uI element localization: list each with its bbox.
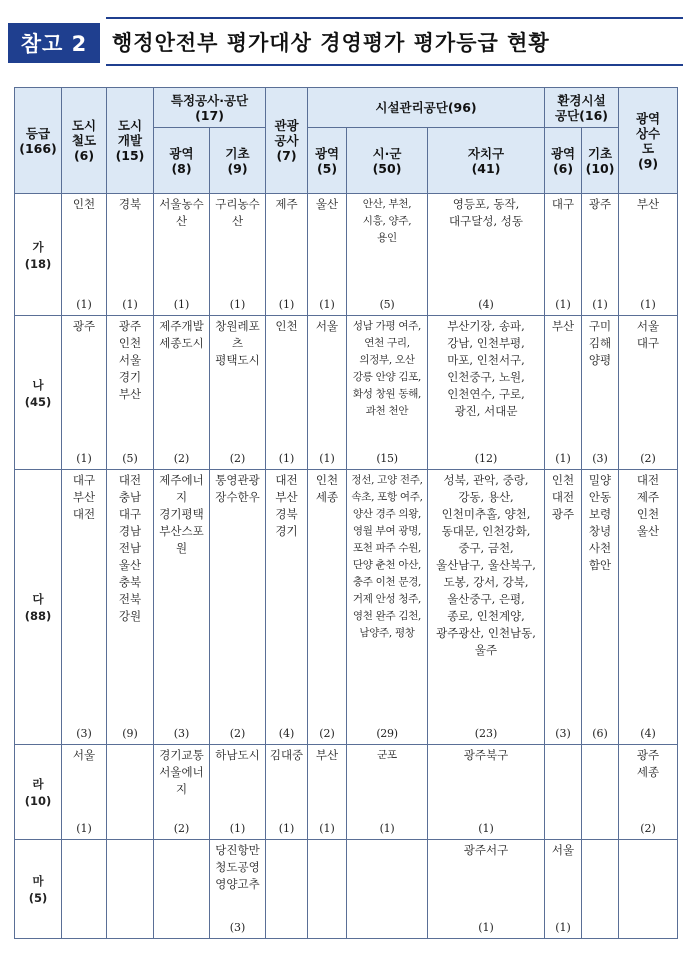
organization-count: (4) bbox=[640, 727, 656, 740]
organization-count: (2) bbox=[640, 452, 656, 465]
organization-count: (15) bbox=[376, 452, 398, 465]
cell-tourism-corp bbox=[266, 840, 308, 939]
cell-tourism-corp bbox=[266, 316, 308, 470]
organization-list: 울산 bbox=[315, 197, 339, 211]
cell-metro-railway bbox=[62, 470, 107, 745]
cell-env-basic bbox=[582, 745, 619, 840]
grade-total: (45) bbox=[24, 394, 52, 409]
organization-count: (3) bbox=[592, 452, 608, 465]
organization-list: 부산 bbox=[636, 197, 660, 211]
cell-facility-city bbox=[347, 194, 428, 316]
grade-total: (5) bbox=[28, 891, 48, 905]
cell-special-basic bbox=[210, 470, 266, 745]
grade-label-cell bbox=[15, 194, 62, 316]
organization-count: (12) bbox=[474, 452, 498, 465]
cell-env-metro bbox=[545, 745, 582, 840]
organization-count: (2) bbox=[229, 727, 246, 740]
header-env-basic: 기초 (10) bbox=[582, 128, 619, 194]
organization-count: (4) bbox=[478, 298, 494, 311]
cell-facility-metro bbox=[308, 470, 347, 745]
organization-count: (2) bbox=[319, 727, 335, 740]
page-header bbox=[8, 17, 683, 67]
cell-special-metro bbox=[154, 840, 210, 939]
organization-count: (1) bbox=[319, 452, 335, 465]
organization-count: (1) bbox=[229, 822, 246, 835]
cell-facility-city bbox=[347, 470, 428, 745]
organization-list: 광주 세종 bbox=[636, 748, 660, 779]
organization-count: (1) bbox=[555, 298, 571, 311]
cell-special-basic bbox=[210, 745, 266, 840]
organization-count: (1) bbox=[555, 452, 571, 465]
organization-list: 광주북구 bbox=[463, 748, 509, 762]
organization-count: (1) bbox=[319, 298, 335, 311]
organization-list: 광주서구 bbox=[463, 843, 509, 857]
organization-list: 통영관광 장수한우 bbox=[215, 473, 260, 504]
organization-count: (1) bbox=[555, 921, 571, 934]
organization-list: 하남도시 bbox=[215, 748, 260, 762]
grade-letter: 라 bbox=[32, 777, 44, 791]
header-special-basic: 기초 (9) bbox=[210, 128, 266, 194]
organization-list: 구미 김해 양평 bbox=[588, 319, 612, 367]
grade-status-table bbox=[14, 87, 678, 939]
cell-facility-city bbox=[347, 316, 428, 470]
organization-count: (23) bbox=[474, 727, 498, 740]
grade-row bbox=[15, 316, 678, 470]
cell-env-metro bbox=[545, 194, 582, 316]
organization-list: 창원레포츠 평택도시 bbox=[215, 319, 260, 367]
organization-list: 대전 부산 경북 경기 bbox=[275, 473, 298, 538]
grade-label-cell bbox=[15, 316, 62, 470]
grade-letter: 마 bbox=[32, 874, 44, 888]
cell-facility-metro bbox=[308, 745, 347, 840]
organization-count: (1) bbox=[640, 298, 656, 311]
organization-list: 군포 bbox=[377, 749, 397, 761]
cell-env-metro bbox=[545, 316, 582, 470]
organization-list: 경기교통 서울에너지 bbox=[159, 748, 204, 796]
cell-facility-city bbox=[347, 745, 428, 840]
organization-count: (1) bbox=[278, 822, 295, 835]
organization-list: 정선, 고양 전주, 속초, 포항 여주, 양산 경주 의왕, 영월 부여 광명, 포천 파주 수원, 단양 춘천 아산, 충주 이천 문경, 거제 안성 청주, 영천 완주 김천, 남양주, 평창 bbox=[351, 474, 423, 639]
cell-metro-railway bbox=[62, 194, 107, 316]
organization-count: (1) bbox=[278, 298, 295, 311]
cell-metro-water bbox=[619, 316, 678, 470]
organization-count: (1) bbox=[76, 298, 92, 311]
grade-row bbox=[15, 470, 678, 745]
organization-count: (3) bbox=[76, 727, 92, 740]
organization-list: 대구 부산 대전 bbox=[72, 473, 96, 521]
header-environment-facility-group: 환경시설 공단(16) bbox=[545, 88, 619, 128]
organization-count: (1) bbox=[478, 822, 494, 835]
organization-count: (5) bbox=[122, 452, 138, 465]
organization-list: 부산 bbox=[315, 748, 339, 762]
organization-count: (1) bbox=[173, 298, 190, 311]
organization-list: 광주 bbox=[72, 319, 96, 333]
grade-total: (88) bbox=[24, 609, 52, 623]
cell-facility-district bbox=[428, 316, 545, 470]
organization-list: 대전 충남 대구 경남 전남 울산 충북 전북 강원 bbox=[118, 473, 142, 623]
organization-count: (29) bbox=[376, 727, 398, 740]
cell-metro-water bbox=[619, 840, 678, 939]
organization-count: (2) bbox=[173, 822, 190, 835]
cell-tourism-corp bbox=[266, 745, 308, 840]
organization-count: (9) bbox=[122, 727, 138, 740]
organization-list: 대구 bbox=[551, 197, 575, 211]
organization-count: (1) bbox=[122, 298, 138, 311]
cell-urban-development bbox=[107, 316, 154, 470]
organization-count: (5) bbox=[379, 298, 395, 311]
reference-badge: 참고 2 bbox=[8, 23, 100, 63]
organization-count: (1) bbox=[278, 452, 295, 465]
cell-special-metro bbox=[154, 316, 210, 470]
header-env-metro: 광역 (6) bbox=[545, 128, 582, 194]
grade-label-cell bbox=[15, 470, 62, 745]
header-metro-water: 광역 상수 도 (9) bbox=[619, 88, 678, 194]
cell-facility-metro bbox=[308, 194, 347, 316]
organization-list: 대전 제주 인천 울산 bbox=[636, 473, 660, 538]
cell-special-metro bbox=[154, 470, 210, 745]
header-grade: 등급 (166) bbox=[15, 88, 62, 194]
organization-count: (1) bbox=[76, 822, 92, 835]
organization-list: 구리농수산 bbox=[215, 197, 260, 228]
cell-env-metro bbox=[545, 470, 582, 745]
organization-count: (1) bbox=[478, 921, 494, 934]
cell-env-metro bbox=[545, 840, 582, 939]
cell-facility-district bbox=[428, 470, 545, 745]
organization-list: 성남 가평 여주, 연천 구리, 의정부, 오산 강릉 안양 김포, 화성 창원 동해, 과천 천안 bbox=[352, 320, 422, 417]
header-facility-management-group: 시설관리공단(96) bbox=[308, 88, 545, 128]
grade-total: (18) bbox=[24, 256, 52, 271]
organization-count: (1) bbox=[319, 822, 335, 835]
cell-special-basic bbox=[210, 840, 266, 939]
organization-list: 제주에너지 경기평택 부산스포원 bbox=[159, 473, 204, 555]
cell-facility-metro bbox=[308, 316, 347, 470]
grade-label-cell bbox=[15, 840, 62, 939]
cell-special-metro bbox=[154, 194, 210, 316]
organization-list: 부산 bbox=[551, 319, 575, 333]
grade-letter: 다 bbox=[32, 592, 44, 606]
cell-facility-metro bbox=[308, 840, 347, 939]
cell-urban-development bbox=[107, 840, 154, 939]
grade-row bbox=[15, 840, 678, 939]
organization-list: 서울 bbox=[72, 748, 96, 762]
organization-list: 서울농수산 bbox=[159, 197, 204, 228]
organization-count: (1) bbox=[229, 298, 246, 311]
organization-count: (2) bbox=[173, 452, 190, 465]
organization-count: (3) bbox=[555, 727, 571, 740]
header-special-corp-group: 특정공사·공단 (17) bbox=[154, 88, 266, 128]
grade-letter: 나 bbox=[32, 377, 44, 392]
header-top-rule bbox=[106, 17, 683, 19]
organization-list: 인천 bbox=[275, 319, 298, 333]
organization-list: 서울 bbox=[315, 319, 339, 333]
cell-metro-railway bbox=[62, 316, 107, 470]
organization-list: 광주 bbox=[588, 197, 612, 211]
header-bottom-rule bbox=[106, 64, 683, 66]
organization-list: 광주 인천 서울 경기 부산 bbox=[118, 319, 142, 401]
cell-env-basic bbox=[582, 194, 619, 316]
grade-row bbox=[15, 194, 678, 316]
organization-list: 경북 bbox=[118, 197, 142, 211]
cell-facility-city bbox=[347, 840, 428, 939]
cell-facility-district bbox=[428, 194, 545, 316]
header-special-metro: 광역 (8) bbox=[154, 128, 210, 194]
cell-special-metro bbox=[154, 745, 210, 840]
organization-count: (3) bbox=[229, 921, 246, 934]
organization-count: (1) bbox=[592, 298, 608, 311]
organization-list: 안산, 부천, 시흥, 양주, 용인 bbox=[362, 198, 412, 244]
header-facility-metro: 광역 (5) bbox=[308, 128, 347, 194]
organization-list: 인천 bbox=[72, 197, 96, 211]
header-urban-development: 도시 개발 (15) bbox=[107, 88, 154, 194]
cell-metro-water bbox=[619, 194, 678, 316]
organization-count: (4) bbox=[278, 727, 295, 740]
cell-urban-development bbox=[107, 470, 154, 745]
cell-special-basic bbox=[210, 194, 266, 316]
organization-list: 인천 세종 bbox=[315, 473, 339, 504]
organization-count: (3) bbox=[173, 727, 190, 740]
grade-row bbox=[15, 745, 678, 840]
page-title: 행정안전부 평가대상 경영평가 평가등급 현황 bbox=[112, 31, 550, 55]
cell-metro-water bbox=[619, 745, 678, 840]
organization-count: (2) bbox=[640, 822, 656, 835]
cell-env-basic bbox=[582, 316, 619, 470]
organization-list: 제주 bbox=[275, 197, 298, 211]
organization-count: (2) bbox=[229, 452, 246, 465]
cell-metro-water bbox=[619, 470, 678, 745]
header-metro-railway: 도시 철도 (6) bbox=[62, 88, 107, 194]
organization-list: 당진항만 청도공영 영양고추 bbox=[215, 843, 260, 891]
cell-urban-development bbox=[107, 745, 154, 840]
organization-list: 인천 대전 광주 bbox=[551, 473, 575, 521]
cell-facility-district bbox=[428, 745, 545, 840]
header-tourism-corp: 관광 공사 (7) bbox=[266, 88, 308, 194]
cell-urban-development bbox=[107, 194, 154, 316]
header-facility-district: 자치구 (41) bbox=[428, 128, 545, 194]
organization-list: 밀양 안동 보령 창녕 사천 함안 bbox=[588, 473, 612, 572]
organization-list: 김대중 bbox=[269, 748, 304, 762]
cell-metro-railway bbox=[62, 840, 107, 939]
header-facility-city: 시·군 (50) bbox=[347, 128, 428, 194]
cell-env-basic bbox=[582, 840, 619, 939]
cell-metro-railway bbox=[62, 745, 107, 840]
organization-count: (1) bbox=[379, 822, 395, 835]
cell-special-basic bbox=[210, 316, 266, 470]
organization-list: 서울 대구 bbox=[636, 319, 660, 350]
grade-letter: 가 bbox=[32, 239, 44, 254]
organization-count: (1) bbox=[76, 452, 92, 465]
cell-facility-district bbox=[428, 840, 545, 939]
organization-list: 부산기장, 송파, 강남, 인천부평, 마포, 인천서구, 인천중구, 노원, 인천연수, 구로, 광진, 서대문 bbox=[447, 319, 525, 418]
organization-count: (6) bbox=[592, 727, 608, 740]
cell-env-basic bbox=[582, 470, 619, 745]
cell-tourism-corp bbox=[266, 470, 308, 745]
organization-list: 영등포, 동작, 대구달성, 성동 bbox=[449, 197, 523, 228]
organization-list: 제주개발 세종도시 bbox=[159, 319, 204, 350]
grade-total: (10) bbox=[24, 794, 52, 808]
grade-label-cell bbox=[15, 745, 62, 840]
organization-list: 서울 bbox=[551, 843, 575, 857]
cell-tourism-corp bbox=[266, 194, 308, 316]
organization-list: 성북, 관악, 중랑, 강동, 용산, 인천미추홀, 양천, 동대문, 인천강화, 중구, 금천, 울산남구, 울산북구, 도봉, 강서, 강북, 울산중구, 은평, 종로, 인천계양, 광주광산, 인천남동, 울주 bbox=[436, 473, 536, 657]
